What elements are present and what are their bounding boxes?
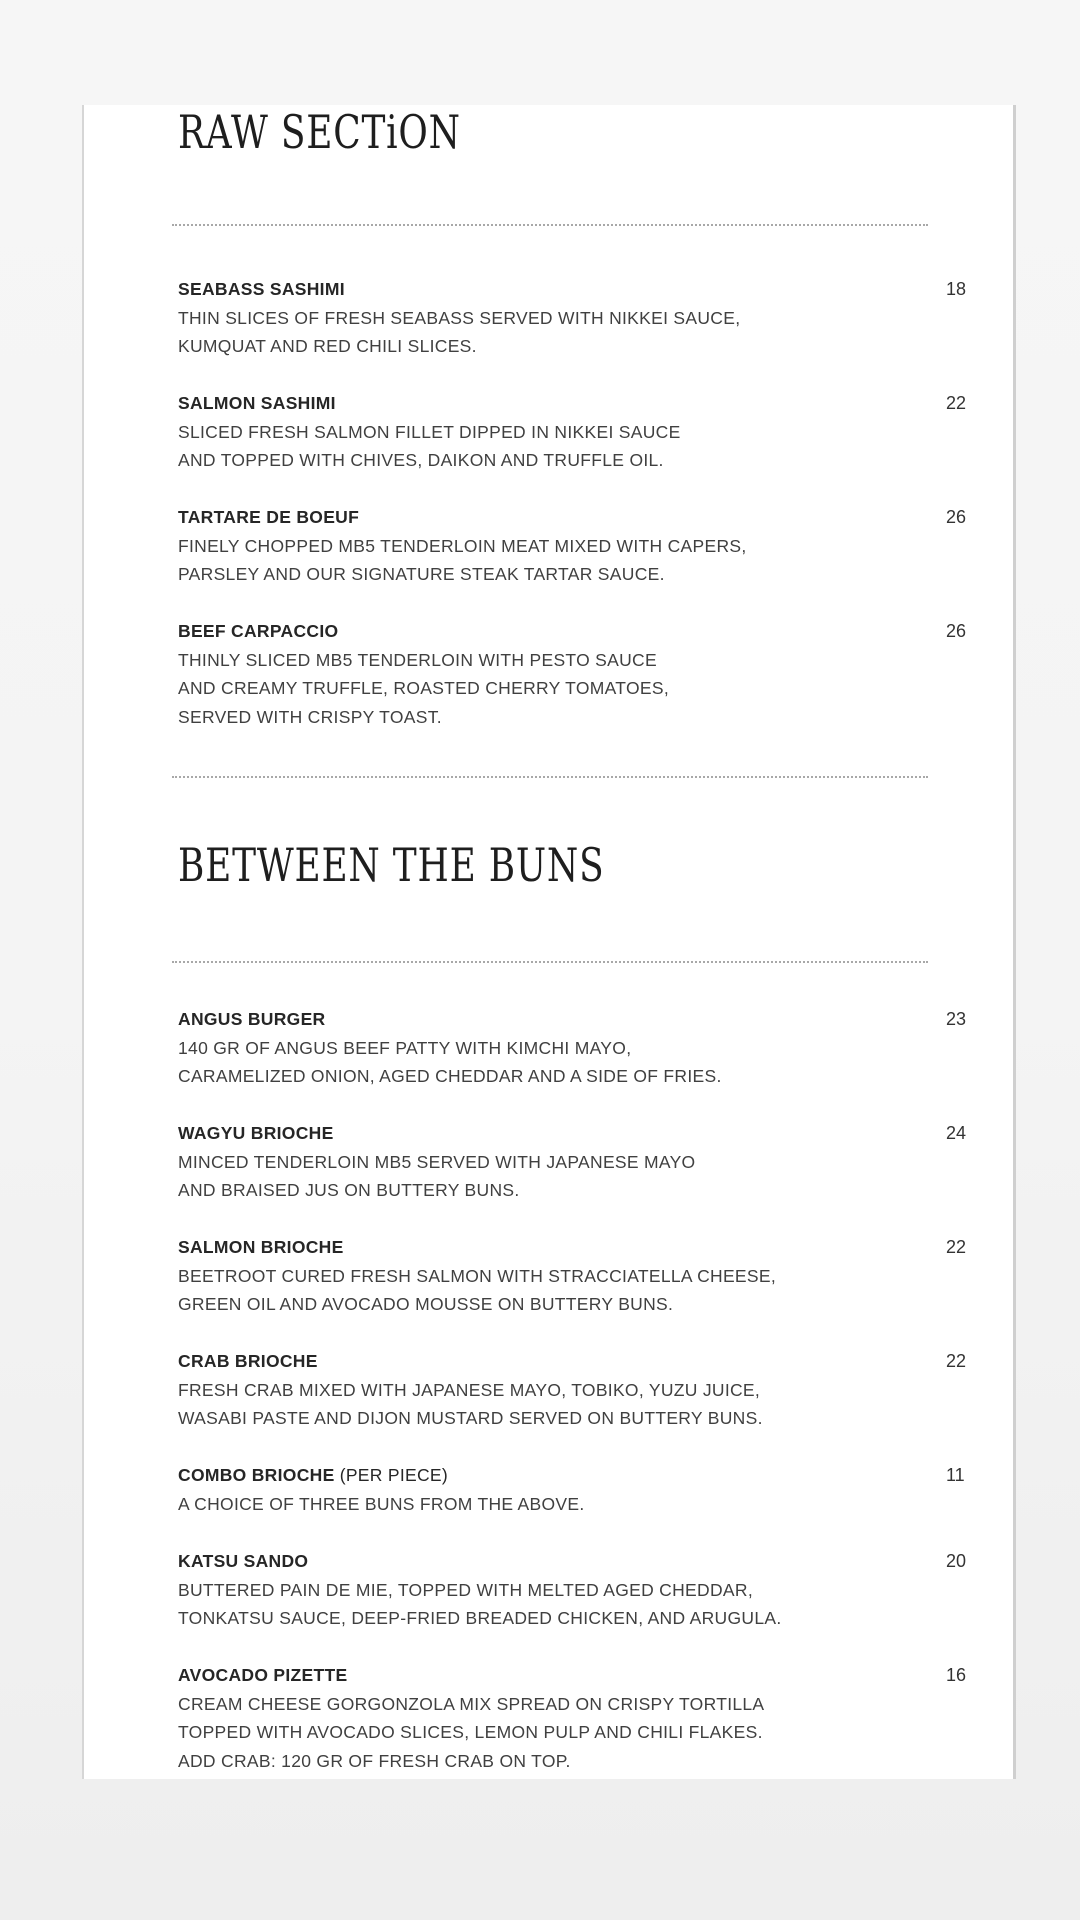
section-title-between-the-buns: BETWEEN THE BUNS: [178, 838, 605, 892]
menu-item-wagyu-brioche: [178, 1119, 967, 1205]
menu-item-combo-brioche: [178, 1461, 965, 1518]
item-description-line: PARSLEY AND OUR SIGNATURE STEAK TARTAR SAUCE.: [178, 564, 665, 584]
item-name: KATSU SANDO: [178, 1551, 309, 1571]
item-description-line: FINELY CHOPPED MB5 TENDERLOIN MEAT MIXED WITH CAPERS,: [178, 535, 747, 556]
item-description-line: AND TOPPED WITH CHIVES, DAIKON AND TRUFFLE OIL.: [178, 450, 664, 470]
item-price: 26: [946, 621, 967, 641]
item-description-line: THIN SLICES OF FRESH SEABASS SERVED WITH NIKKEI SAUCE,: [178, 307, 741, 328]
menu-item-seabass-sashimi: [178, 275, 967, 361]
item-name: AVOCADO PIZETTE: [178, 1665, 348, 1685]
item-name: BEEF CARPACCIO: [178, 621, 339, 641]
menu-item-angus-burger: [178, 1005, 967, 1091]
menu-item-salmon-brioche: [178, 1233, 967, 1319]
menu-item-katsu-sando: [178, 1547, 967, 1633]
item-name: TARTARE DE BOEUF: [178, 507, 360, 527]
item-description-line: THINLY SLICED MB5 TENDERLOIN WITH PESTO SAUCE: [178, 649, 657, 670]
item-description-line: BUTTERED PAIN DE MIE, TOPPED WITH MELTED AGED CHEDDAR,: [178, 1579, 753, 1600]
item-description-line: CREAM CHEESE GORGONZOLA MIX SPREAD ON CRISPY TORTILLA: [178, 1693, 765, 1714]
item-price: 23: [946, 1009, 967, 1029]
menu-item-salmon-sashimi: [178, 389, 967, 475]
item-description-line: WASABI PASTE AND DIJON MUSTARD SERVED ON BUTTERY BUNS.: [178, 1408, 763, 1428]
item-name: CRAB BRIOCHE: [178, 1351, 318, 1371]
menu-page: [82, 105, 1016, 1779]
item-description-line: MINCED TENDERLOIN MB5 SERVED WITH JAPANESE MAYO: [178, 1151, 696, 1172]
item-price: 26: [946, 507, 967, 527]
item-description-line: A CHOICE OF THREE BUNS FROM THE ABOVE.: [178, 1493, 585, 1514]
item-name: ANGUS BURGER: [178, 1009, 326, 1029]
item-price: 11: [946, 1465, 965, 1485]
divider: [172, 961, 928, 963]
item-description-line: BEETROOT CURED FRESH SALMON WITH STRACCIATELLA CHEESE,: [178, 1265, 777, 1286]
menu-item-avocado-pizette: [178, 1661, 967, 1775]
divider: [172, 776, 928, 778]
item-description-line: ADD CRAB: 120 GR OF FRESH CRAB ON TOP.: [178, 1750, 571, 1771]
item-name: COMBO BRIOCHE (PER PIECE): [178, 1465, 449, 1485]
item-description-line: TONKATSU SAUCE, DEEP-FRIED BREADED CHICKEN, AND ARUGULA.: [178, 1608, 782, 1628]
item-price: 22: [946, 1237, 967, 1257]
item-price: 22: [946, 1351, 967, 1371]
item-price: 24: [946, 1123, 967, 1143]
item-price: 22: [946, 393, 967, 413]
item-price: 16: [946, 1665, 967, 1685]
item-description-line: SERVED WITH CRISPY TOAST.: [178, 706, 442, 727]
item-name: SALMON BRIOCHE: [178, 1237, 344, 1257]
item-description-line: AND BRAISED JUS ON BUTTERY BUNS.: [178, 1180, 520, 1200]
item-description-line: TOPPED WITH AVOCADO SLICES, LEMON PULP AND CHILI FLAKES.: [178, 1722, 763, 1742]
item-name: WAGYU BRIOCHE: [178, 1123, 334, 1143]
divider: [172, 224, 928, 226]
menu-item-crab-brioche: [178, 1347, 967, 1433]
item-description-line: KUMQUAT AND RED CHILI SLICES.: [178, 336, 477, 356]
item-name: SALMON SASHIMI: [178, 393, 336, 413]
item-description-line: GREEN OIL AND AVOCADO MOUSSE ON BUTTERY BUNS.: [178, 1294, 674, 1314]
item-price: 18: [946, 279, 967, 299]
item-name: SEABASS SASHIMI: [178, 279, 345, 299]
item-price: 20: [946, 1551, 967, 1571]
item-description-line: SLICED FRESH SALMON FILLET DIPPED IN NIKKEI SAUCE: [178, 421, 681, 442]
item-description-line: FRESH CRAB MIXED WITH JAPANESE MAYO, TOBIKO, YUZU JUICE,: [178, 1379, 761, 1400]
item-description-line: CARAMELIZED ONION, AGED CHEDDAR AND A SIDE OF FRIES.: [178, 1066, 722, 1086]
item-description-line: 140 GR OF ANGUS BEEF PATTY WITH KIMCHI MAYO,: [178, 1037, 632, 1058]
item-description-line: AND CREAMY TRUFFLE, ROASTED CHERRY TOMATOES,: [178, 678, 669, 698]
section-title-raw: RAW SECTiON: [178, 105, 461, 159]
menu-item-tartare-de-boeuf: [178, 503, 967, 589]
menu-item-beef-carpaccio: [178, 617, 967, 731]
